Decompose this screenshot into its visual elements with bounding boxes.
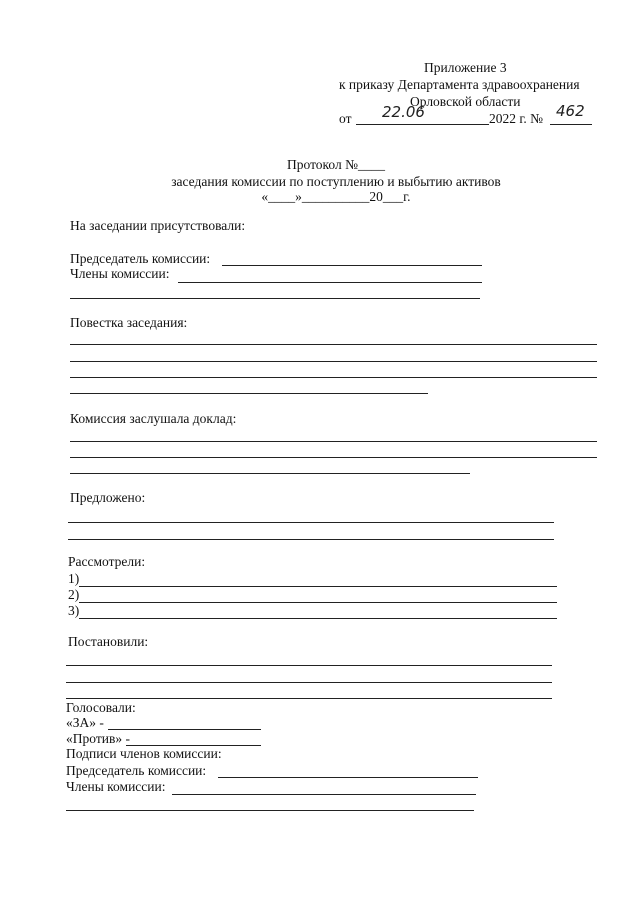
members-signature-label: Члены комиссии: — [66, 779, 166, 794]
item-1-label: 1) — [68, 571, 80, 586]
decided-line-2 — [66, 682, 552, 683]
protocol-title: Протокол №____ — [287, 157, 385, 172]
signatures-label: Подписи членов комиссии: — [66, 746, 222, 761]
voted-label: Голосовали: — [66, 700, 136, 715]
handwritten-date: 22.06 — [382, 103, 425, 121]
protocol-date-line: «____»__________20___г. — [261, 189, 411, 204]
number-underline — [550, 124, 592, 125]
item-3-line — [79, 618, 557, 619]
agenda-label: Повестка заседания: — [70, 315, 188, 330]
report-line-2 — [70, 457, 597, 458]
appendix-label: Приложение 3 — [424, 60, 507, 75]
decided-line-1 — [66, 665, 552, 666]
decided-label: Постановили: — [68, 634, 149, 649]
decided-line-3 — [66, 698, 552, 699]
considered-label: Рассмотрели: — [68, 554, 146, 569]
agenda-line-2 — [70, 361, 597, 362]
for-line — [108, 729, 261, 730]
for-label: «ЗА» - — [66, 715, 104, 730]
protocol-subtitle: заседания комиссии по поступлению и выбытию активов — [171, 174, 501, 189]
order-line: к приказу Департамента здравоохранения — [339, 77, 580, 92]
report-label: Комиссия заслушала доклад: — [70, 411, 237, 426]
agenda-line-1 — [70, 344, 597, 345]
chairman-signature-label: Председатель комиссии: — [66, 763, 207, 778]
members-label: Члены комиссии: — [70, 266, 170, 281]
item-2-line — [79, 602, 557, 603]
region-line: Орловской области — [410, 94, 521, 109]
agenda-line-4 — [70, 393, 428, 394]
proposed-line-2 — [68, 539, 554, 540]
item-2-label: 2) — [68, 587, 80, 602]
members-signature-line — [172, 794, 476, 795]
item-1-line — [79, 586, 557, 587]
members-line — [178, 282, 482, 283]
proposed-label: Предложено: — [70, 490, 146, 505]
against-label: «Против» - — [66, 731, 130, 746]
chairman-label: Председатель комиссии: — [70, 251, 211, 266]
handwritten-number: 462 — [556, 102, 585, 120]
report-line-1 — [70, 441, 597, 442]
members-line-2 — [70, 298, 480, 299]
chairman-line — [222, 265, 482, 266]
agenda-line-3 — [70, 377, 597, 378]
year-number-label: 2022 г. № — [489, 111, 544, 126]
attended-label: На заседании присутствовали: — [70, 218, 246, 233]
item-3-label: 3) — [68, 603, 80, 618]
members-signature-line-2 — [66, 810, 474, 811]
proposed-line-1 — [68, 522, 554, 523]
date-prefix: от — [339, 111, 352, 126]
date-underline — [356, 124, 489, 125]
report-line-3 — [70, 473, 470, 474]
chairman-signature-line — [218, 777, 478, 778]
